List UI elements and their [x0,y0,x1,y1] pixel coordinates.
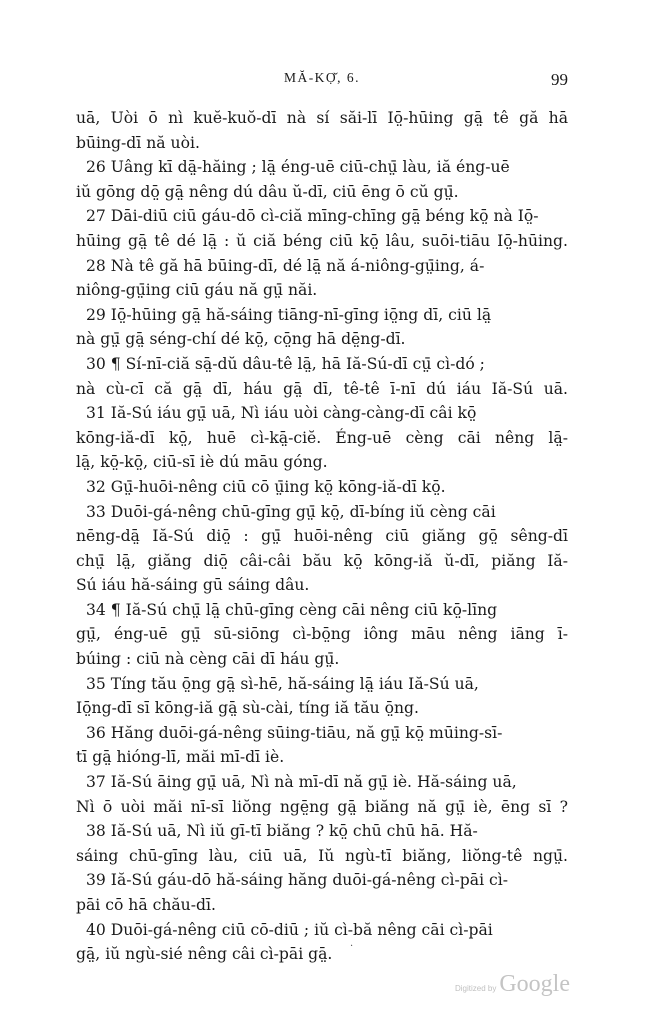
digitized-watermark [455,971,570,998]
verse-line: 34 ¶ Iă-Sú chṳ̄ lā̤ chū-gīng cèng cāi nêng ciū kō̤-līng [86,600,498,619]
text-line: Sú iáu hă-sáing gū sáing dâu. [76,576,310,595]
text-line: niông-gṳ̄ing ciū gáu nă gṳ̄ năi. [76,281,318,300]
small-dot-mark: · [350,941,354,952]
verse-line: 30 ¶ Sí-nī-ciă sā̤-dŭ dâu-tê lā̤, hā Iă-Sú-dī cṳ̄ cì-dó ; [86,354,485,373]
verse-line: 33 Duōi-gá-nêng chū-gīng gṳ̄ kō̤, dī-bíng iŭ cèng cāi [86,502,496,521]
text-line: gṳ̄, éng-uē gṳ̄ sū-siōng cì-bō̤ng iông māu nêng iāng ī- [76,625,568,644]
text-line: būing-dī nă uòi. [76,133,200,152]
verse-line: 26 Uâng kī dā̤-hăing ; lā̤ éng-uē ciū-chṳ̄ làu, iă éng-uē [86,158,510,177]
verse-line: 40 Duōi-gá-nêng ciū cō-diū ; iŭ cì-bă nêng cāi cì-pāi [86,920,493,939]
verse-line: 28 Nà tê gă hā būing-dī, dé lā̤ nă á-niông-gṳ̄ing, á- [86,256,485,275]
google-logo-text: Google [499,971,570,997]
text-line: nēng-dā̤ Iă-Sú diō̤ : gṳ̄ huōi-nêng ciū giăng gō̤ sêng-dī [76,527,568,546]
text-line: Iō̤ng-dī sī kōng-iă gā̤ sù-cài, tíng iă tău ō̤ng. [76,699,419,718]
text-line: tī gā̤ hióng-lī, măi mī-dī iè. [76,748,285,767]
verse-line: 32 Gṳ̄-huōi-nêng ciū cō ṳ̄ing kō̤ kōng-iă-dī kō̤. [86,477,446,496]
verse-line: 35 Tíng tău ō̤ng gā̤ sì-hē, hă-sáing lā̤ iáu Iă-Sú uā, [86,674,479,693]
text-line: sáing chū-gīng làu, ciū uā, Iŭ ngù-tī biăng, liŏng-tê ngṳ̄. [76,846,568,865]
verse-line: 29 Iō̤-hūing gā̤ hă-sáing tiāng-nī-gīng iō̤ng dī, ciū lā̤ [86,305,492,324]
text-line: nà cù-cī că gā̤ dī, háu gā̤ dī, tê-tê ī-nī dú iáu Iă-Sú uā. [76,379,568,398]
verse-line: 39 Iă-Sú gáu-dō hă-sáing hăng duōi-gá-nêng cì-pāi cì- [86,871,508,890]
verse-line: 38 Iă-Sú uā, Nì iŭ gī-tī biăng ? kō̤ chū chū hā. Hă- [86,822,478,841]
verse-line: 31 Iă-Sú iáu gṳ̄ uā, Nì iáu uòi càng-càng-dī câi kō̤ [86,404,477,423]
text-line: hūing gā̤ tê dé lā̤ : ŭ ciă béng ciū kō̤ lâu, suōi-tiāu Iō̤-hūing. [76,231,568,250]
page-number: 99 [551,70,568,89]
text-line: búing : ciū nà cèng cāi dī háu gṳ̄. [76,650,340,669]
text-line: pāi cō hā chău-dī. [76,896,216,914]
body-text [76,106,568,967]
digitized-by-text: Digitized by [454,984,497,993]
text-line: Nì ō uòi măi nī-sī liŏng ngē̤ng gā̤ biăng nă gṳ̄ iè, ēng sī ? [76,797,568,816]
text-line: kōng-iă-dī kō̤, huē cì-kā̤-ciĕ. Éng-uē cèng cāi nêng lā̤- [76,428,568,447]
text-line: uā, Uòi ō nì kuĕ-kuŏ-dī nà sí săi-lī Iō̤-hūing gā̤ tê gă hā [76,109,568,127]
text-line: iŭ gōng dō̤ gā̤ nêng dú dâu ŭ-dī, ciū ēng ō cŭ gṳ̄. [76,182,459,201]
text-line: chṳ̄ lā̤, giăng diō̤ câi-câi bău kō̤ kōng-iă ŭ-dī, piăng Iă- [76,551,568,570]
text-line: nà gṳ̄ gā̤ séng-chí dé kō̤, cō̤ng hā dē̤ng-dī. [76,330,406,349]
text-line: lā̤, kō̤-kō̤, ciū-sī iè dú māu góng. [76,453,328,472]
running-title: MĂ-KỌ̆, 6. [283,70,361,85]
verse-line: 37 Iă-Sú āing gṳ̄ uā, Nì nà mī-dī nă gṳ̄ iè. Hă-sáing uā, [86,773,517,792]
text-line: gā̤, iŭ ngù-sié nêng câi cì-pāi gā̤. [76,945,333,964]
verse-line: 27 Dāi-diū ciū gáu-dō cì-ciă mīng-chīng gā̤ béng kō̤ nà Iō̤- [86,207,539,226]
running-head [76,70,568,94]
verse-line: 36 Hăng duōi-gá-nêng sūing-tiāu, nă gṳ̄ kō̤ mūing-sī- [86,723,503,742]
